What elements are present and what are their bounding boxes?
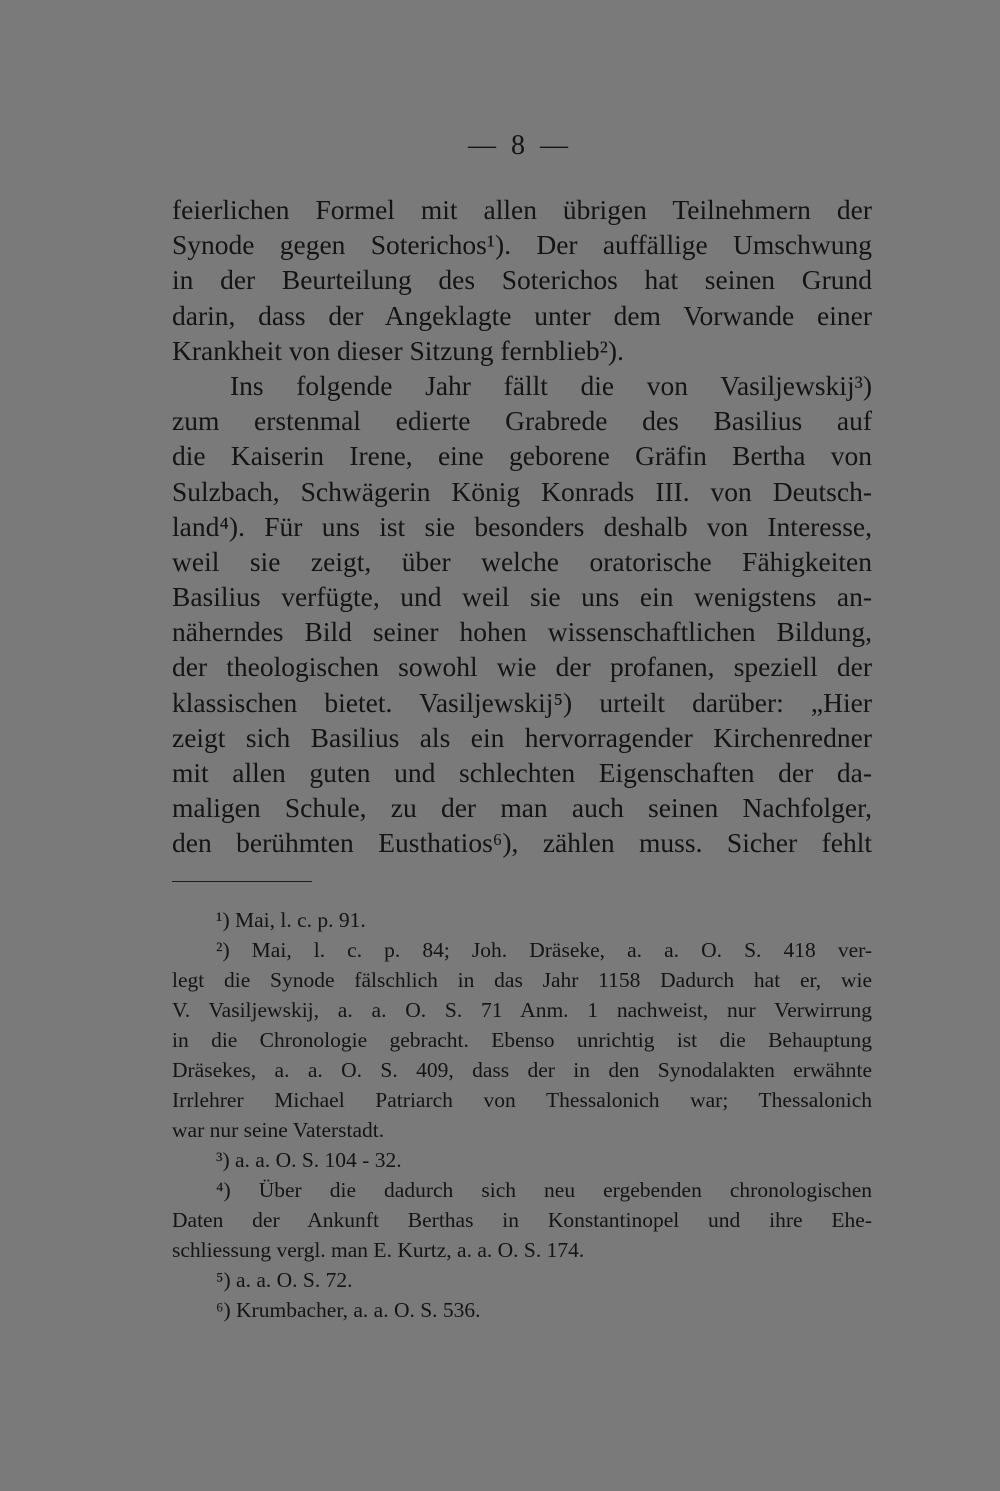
footnote-line: in die Chronologie gebracht. Ebenso unrichtig ist die Behauptung — [172, 1028, 872, 1052]
footnote-line: ⁴) Über die dadurch sich neu ergebenden chronologischen — [216, 1178, 872, 1202]
footnotes — [172, 905, 872, 1325]
text-line: den berühmten Eusthatios⁶), zählen muss. Sicher fehlt — [172, 827, 872, 859]
text-line: zum erstenmal edierte Grabrede des Basilius auf — [172, 405, 872, 437]
footnote-line: ¹) Mai, l. c. p. 91. — [216, 908, 366, 932]
text-line: land⁴). Für uns ist sie besonders deshalb von Interesse, — [172, 510, 872, 542]
text-line: maligen Schule, zu der man auch seinen Nachfolger, — [172, 792, 872, 824]
footnote-line: ³) a. a. O. S. 104 - 32. — [216, 1148, 402, 1172]
text-line: die Kaiserin Irene, eine geborene Gräfin Bertha von — [172, 440, 872, 472]
text-line: darin, dass der Angeklagte unter dem Vorwande einer — [172, 299, 872, 331]
footnote-line: ²) Mai, l. c. p. 84; Joh. Dräseke, a. a. O. S. 418 ver- — [216, 938, 872, 962]
text-line: zeigt sich Basilius als ein hervorragender Kirchenredner — [172, 721, 872, 753]
text-line: mit allen guten und schlechten Eigenschaften der da- — [172, 757, 872, 788]
footnote-line: Daten der Ankunft Berthas in Konstantinopel und ihre Ehe- — [172, 1208, 872, 1232]
text-line: feierlichen Formel mit allen übrigen Teilnehmern der — [172, 194, 872, 225]
footnote-line: ⁶) Krumbacher, a. a. O. S. 536. — [216, 1298, 481, 1322]
text-line: weil sie zeigt, über welche oratorische Fähigkeiten — [172, 545, 872, 577]
footnote-divider — [172, 881, 312, 882]
footnote-line: war nur seine Vaterstadt. — [172, 1118, 385, 1142]
footnote-line: Irrlehrer Michael Patriarch von Thessalonich war; Thessalonich — [172, 1088, 872, 1112]
text-line: näherndes Bild seiner hohen wissenschaftlichen Bildung, — [172, 616, 872, 648]
text-line: Krankheit von dieser Sitzung fernblieb²). — [172, 334, 624, 366]
text-line: Sulzbach, Schwägerin König Konrads III. von Deutsch- — [172, 475, 872, 507]
text-line: klassischen bietet. Vasiljewskij⁵) urteilt darüber: „Hier — [172, 686, 872, 718]
text-line: Synode gegen Soterichos¹). Der auffällige Umschwung — [172, 229, 872, 261]
footnote-line: legt die Synode fälschlich in das Jahr 1158 Dadurch hat er, wie — [172, 968, 872, 992]
text-line: Basilius verfügte, und weil sie uns ein wenigstens an- — [172, 581, 872, 613]
footnote-line: V. Vasiljewskij, a. a. O. S. 71 Anm. 1 nachweist, nur Verwirrung — [172, 998, 872, 1022]
footnote-line: schliessung vergl. man E. Kurtz, a. a. O. S. 174. — [172, 1238, 585, 1262]
footnote-line: Dräsekes, a. a. O. S. 409, dass der in den Synodalakten erwähnte — [172, 1058, 872, 1082]
footnote-line: ⁵) a. a. O. S. 72. — [216, 1268, 353, 1292]
body-text — [172, 192, 872, 861]
page-number: — 8 — — [468, 130, 572, 161]
text-line: der theologischen sowohl wie der profanen, speziell der — [172, 651, 872, 683]
text-line: in der Beurteilung des Soterichos hat seinen Grund — [172, 264, 872, 296]
text-line: Ins folgende Jahr fällt die von Vasiljewskij³) — [230, 369, 872, 401]
